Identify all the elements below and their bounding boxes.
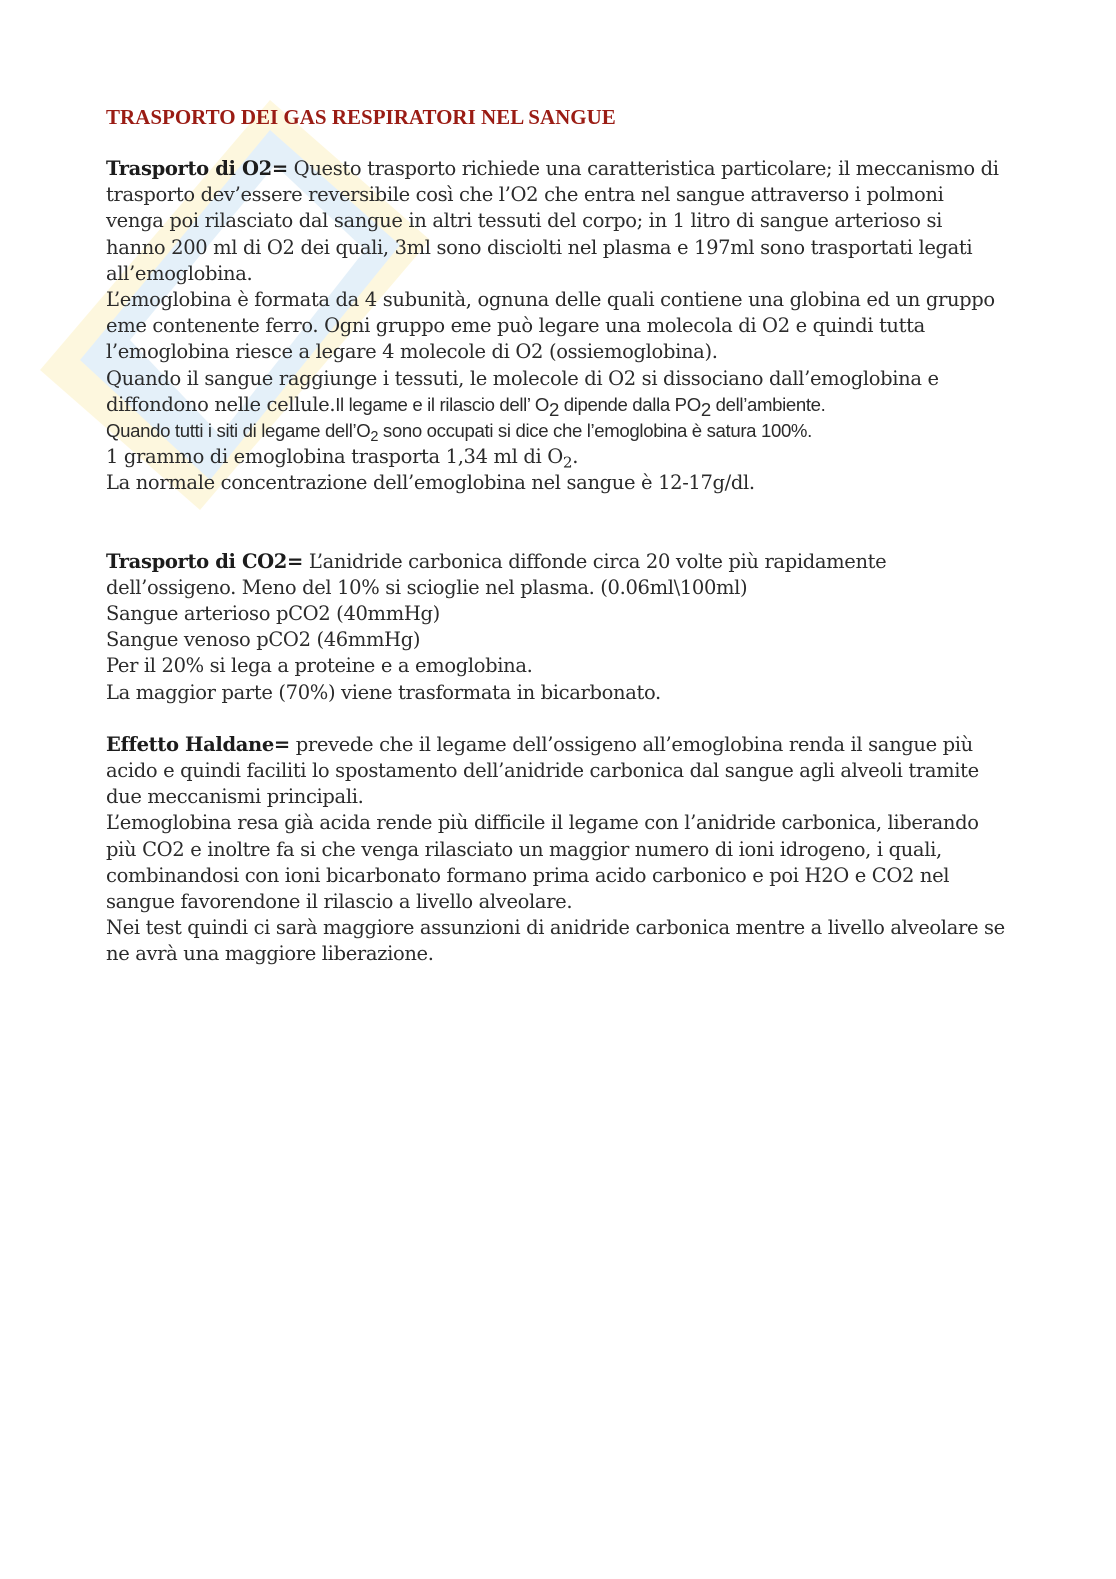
paragraph	[106, 732, 1006, 811]
list-item: La maggior parte (70%) viene trasformata in bicarbonato.	[106, 680, 661, 704]
paragraph-text: dipende dalla PO	[558, 393, 701, 415]
paragraph	[106, 549, 1006, 601]
section-haldane-effect	[106, 732, 1006, 968]
section-lead: Trasporto di CO2=	[106, 549, 303, 573]
document-title: TRASPORTO DEI GAS RESPIRATORI NEL SANGUE	[106, 105, 616, 129]
paragraph	[106, 156, 1006, 287]
section-o2-transport	[106, 156, 1006, 497]
subscript: 2	[562, 453, 573, 472]
list-item: Per il 20% si lega a proteine e a emoglobina.	[106, 654, 533, 678]
section-lead: Trasporto di O2=	[106, 157, 288, 180]
paragraph: L’emoglobina resa già acida rende più difficile il legame con l’anidride carbonica, liberando più CO2 e inoltre fa si che venga rilasciato un maggior numero di ioni idrogeno, i quali, combinandosi con ioni bicarbonato formano prima acido carbonico e poi H2O e CO2 nel sangue favorendone il rilascio a livello alveolare.	[106, 811, 979, 914]
paragraph-text: Quando il sangue raggiunge i tessuti, le molecole di O2 si dissociano dall’emoglobina e diffondono nelle cellule.	[106, 366, 939, 416]
subscript: 2	[370, 429, 379, 446]
document-page	[106, 104, 1006, 968]
paragraph: Nei test quindi ci sarà maggiore assunzioni di anidride carbonica mentre a livello alveolare se ne avrà una maggiore liberazione.	[106, 916, 1005, 966]
paragraph-text: Il legame e il rilascio dell’ O	[335, 393, 549, 415]
subscript: 2	[700, 399, 711, 421]
paragraph: L’emoglobina è formata da 4 subunità, ognuna delle quali contiene una globina ed un gruppo eme contenente ferro. Ogni gruppo eme può legare una molecola di O2 e quindi tutta l’emoglobina riesce a legare 4 molecole di O2 (ossiemoglobina).	[106, 288, 995, 364]
paragraph-text: Questo trasporto richiede una caratteristica particolare; il meccanismo di trasporto dev’essere reversibile così che l’O2 che entra nel sangue attraverso i polmoni venga poi rilasciato dal sangue in altri tessuti del corpo; in 1 litro di sangue arterioso si hanno 200 ml di O2 dei quali, 3ml sono disciolti nel plasma e 197ml sono trasportati legati all’emoglobina.	[106, 157, 999, 285]
paragraph-text: sono occupati si dice che l’emoglobina è satura 100%.	[378, 420, 812, 442]
section-co2-transport	[106, 549, 1006, 706]
paragraph-text: dell’ambiente.	[710, 393, 826, 415]
paragraph	[106, 418, 1006, 444]
paragraph-text: L’anidride carbonica diffonde circa 20 volte più rapidamente dell’ossigeno. Meno del 10% si scioglie nel plasma. (0.06ml\100ml)	[106, 549, 887, 599]
paragraph	[106, 444, 1006, 470]
paragraph	[106, 366, 1006, 421]
paragraph-text: prevede che il legame dell’ossigeno all’emoglobina renda il sangue più acido e quindi faciliti lo spostamento dell’anidride carbonica dal sangue agli alveoli tramite due meccanismi principali.	[106, 732, 979, 809]
paragraph: La normale concentrazione dell’emoglobina nel sangue è 12-17g/dl.	[106, 471, 755, 495]
subscript: 2	[548, 399, 559, 421]
paragraph-text: 1 grammo di emoglobina trasporta 1,34 ml di O	[106, 445, 563, 469]
paragraph-text: .	[572, 445, 579, 469]
paragraph-text: Quando tutti i siti di legame dell’O	[106, 420, 371, 442]
list-item: Sangue arterioso pCO2 (40mmHg)	[106, 602, 440, 626]
section-lead: Effetto Haldane=	[106, 732, 290, 756]
list-item: Sangue venoso pCO2 (46mmHg)	[106, 628, 421, 652]
